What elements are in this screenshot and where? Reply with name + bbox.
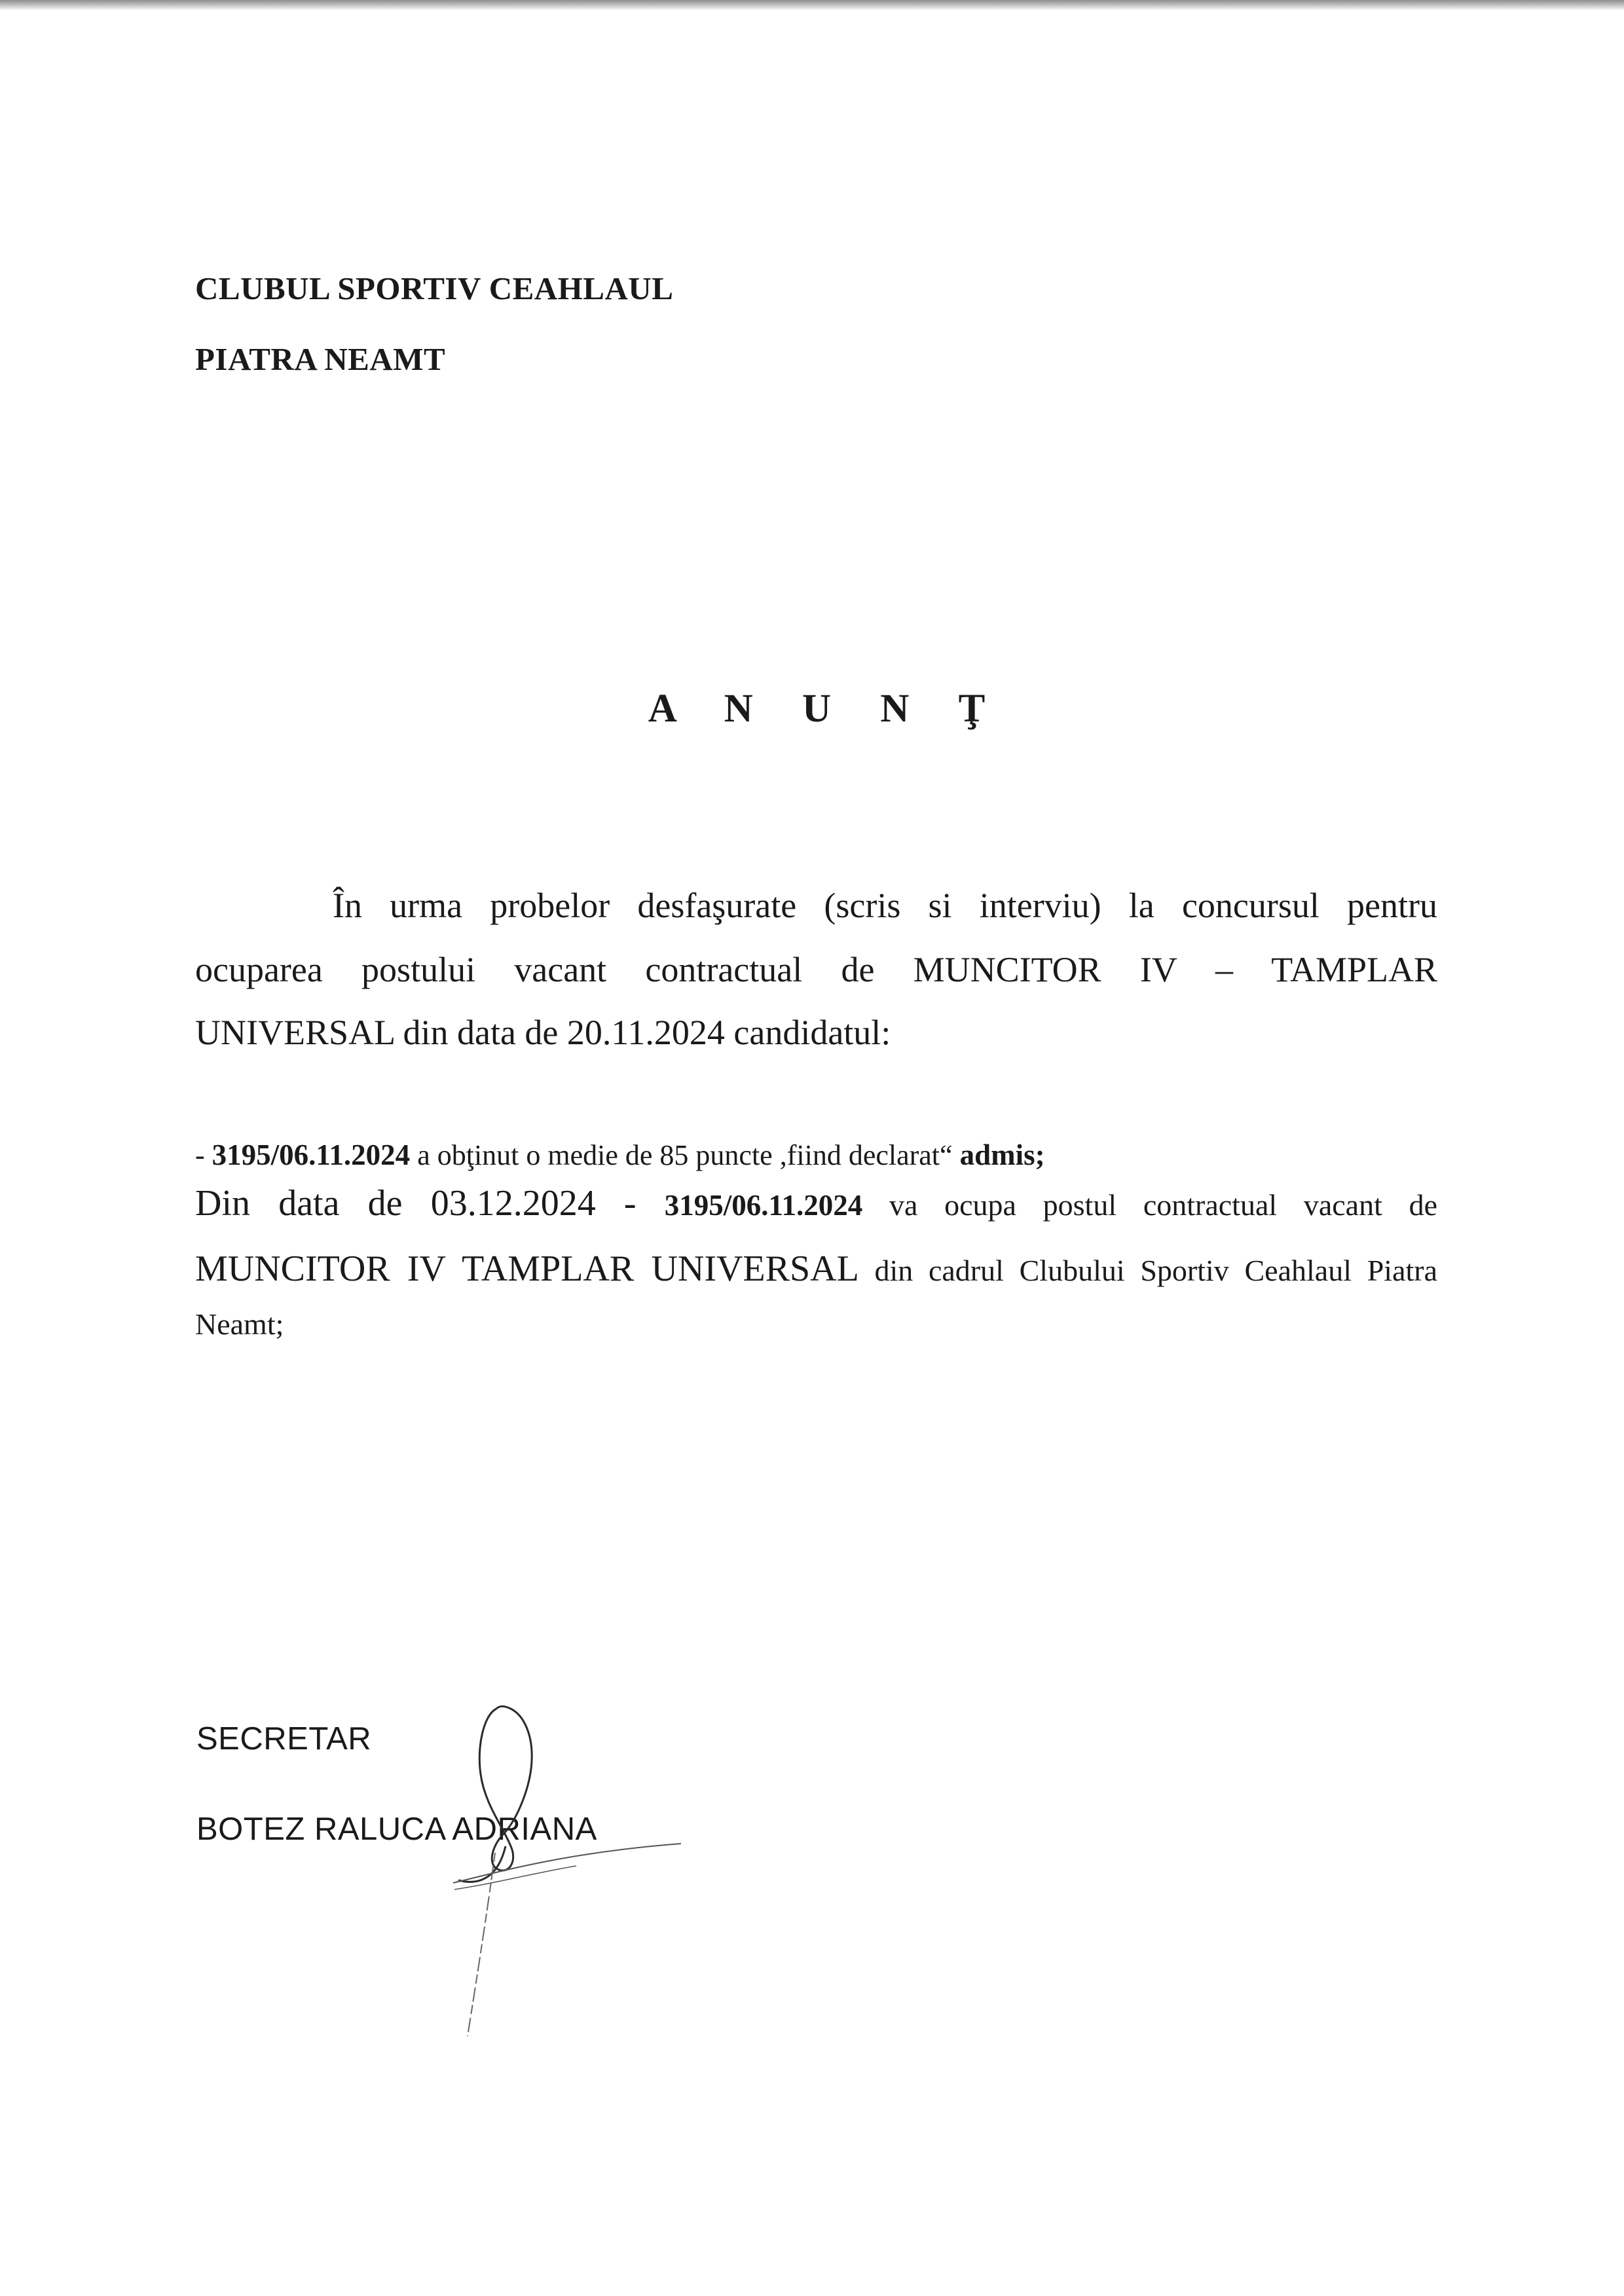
paragraph-line: UNIVERSAL din data de 20.11.2024 candidatul: [195, 1013, 891, 1052]
candidate-id: 3195/06.11.2024 [664, 1189, 863, 1222]
organization-city: PIATRA NEAMT [195, 341, 446, 377]
paragraph-line: Neamt; [195, 1307, 284, 1341]
signatory-name: BOTEZ RALUCA ADRIANA [196, 1812, 597, 1847]
document-title: A N U N Ţ [648, 687, 1005, 731]
position-name: MUNCITOR IV TAMPLAR UNIVERSAL [195, 1248, 859, 1289]
organization-name: CLUBUL SPORTIV CEAHLAUL [195, 270, 674, 306]
paragraph-line: ocuparea postului vacant contractual de MUNCITOR IV – TAMPLAR [195, 950, 1437, 989]
signatory-role: SECRETAR [196, 1721, 372, 1757]
result-prefix: - [195, 1139, 212, 1171]
paragraph-text: din cadrul Clubului Sportiv Ceahlaul Piatra [858, 1254, 1437, 1287]
paragraph-line [195, 1248, 1437, 1290]
result-text: a obţinut o medie de 85 puncte ,fiind declarat“ [410, 1139, 960, 1171]
start-date-text: Din data de 03.12.2024 - [195, 1183, 665, 1224]
paragraph-line: În urma probelor desfaşurate (scris si interviu) la concursul pentru [333, 886, 1437, 925]
handwritten-signature [419, 1689, 707, 2056]
result-line [195, 1138, 1437, 1172]
result-verdict: admis; [959, 1139, 1045, 1171]
scan-edge-strip [0, 0, 1624, 10]
paragraph-text: va ocupa postul contractual vacant de [862, 1188, 1437, 1222]
paragraph-line [195, 1182, 1437, 1224]
candidate-id: 3195/06.11.2024 [212, 1139, 411, 1171]
